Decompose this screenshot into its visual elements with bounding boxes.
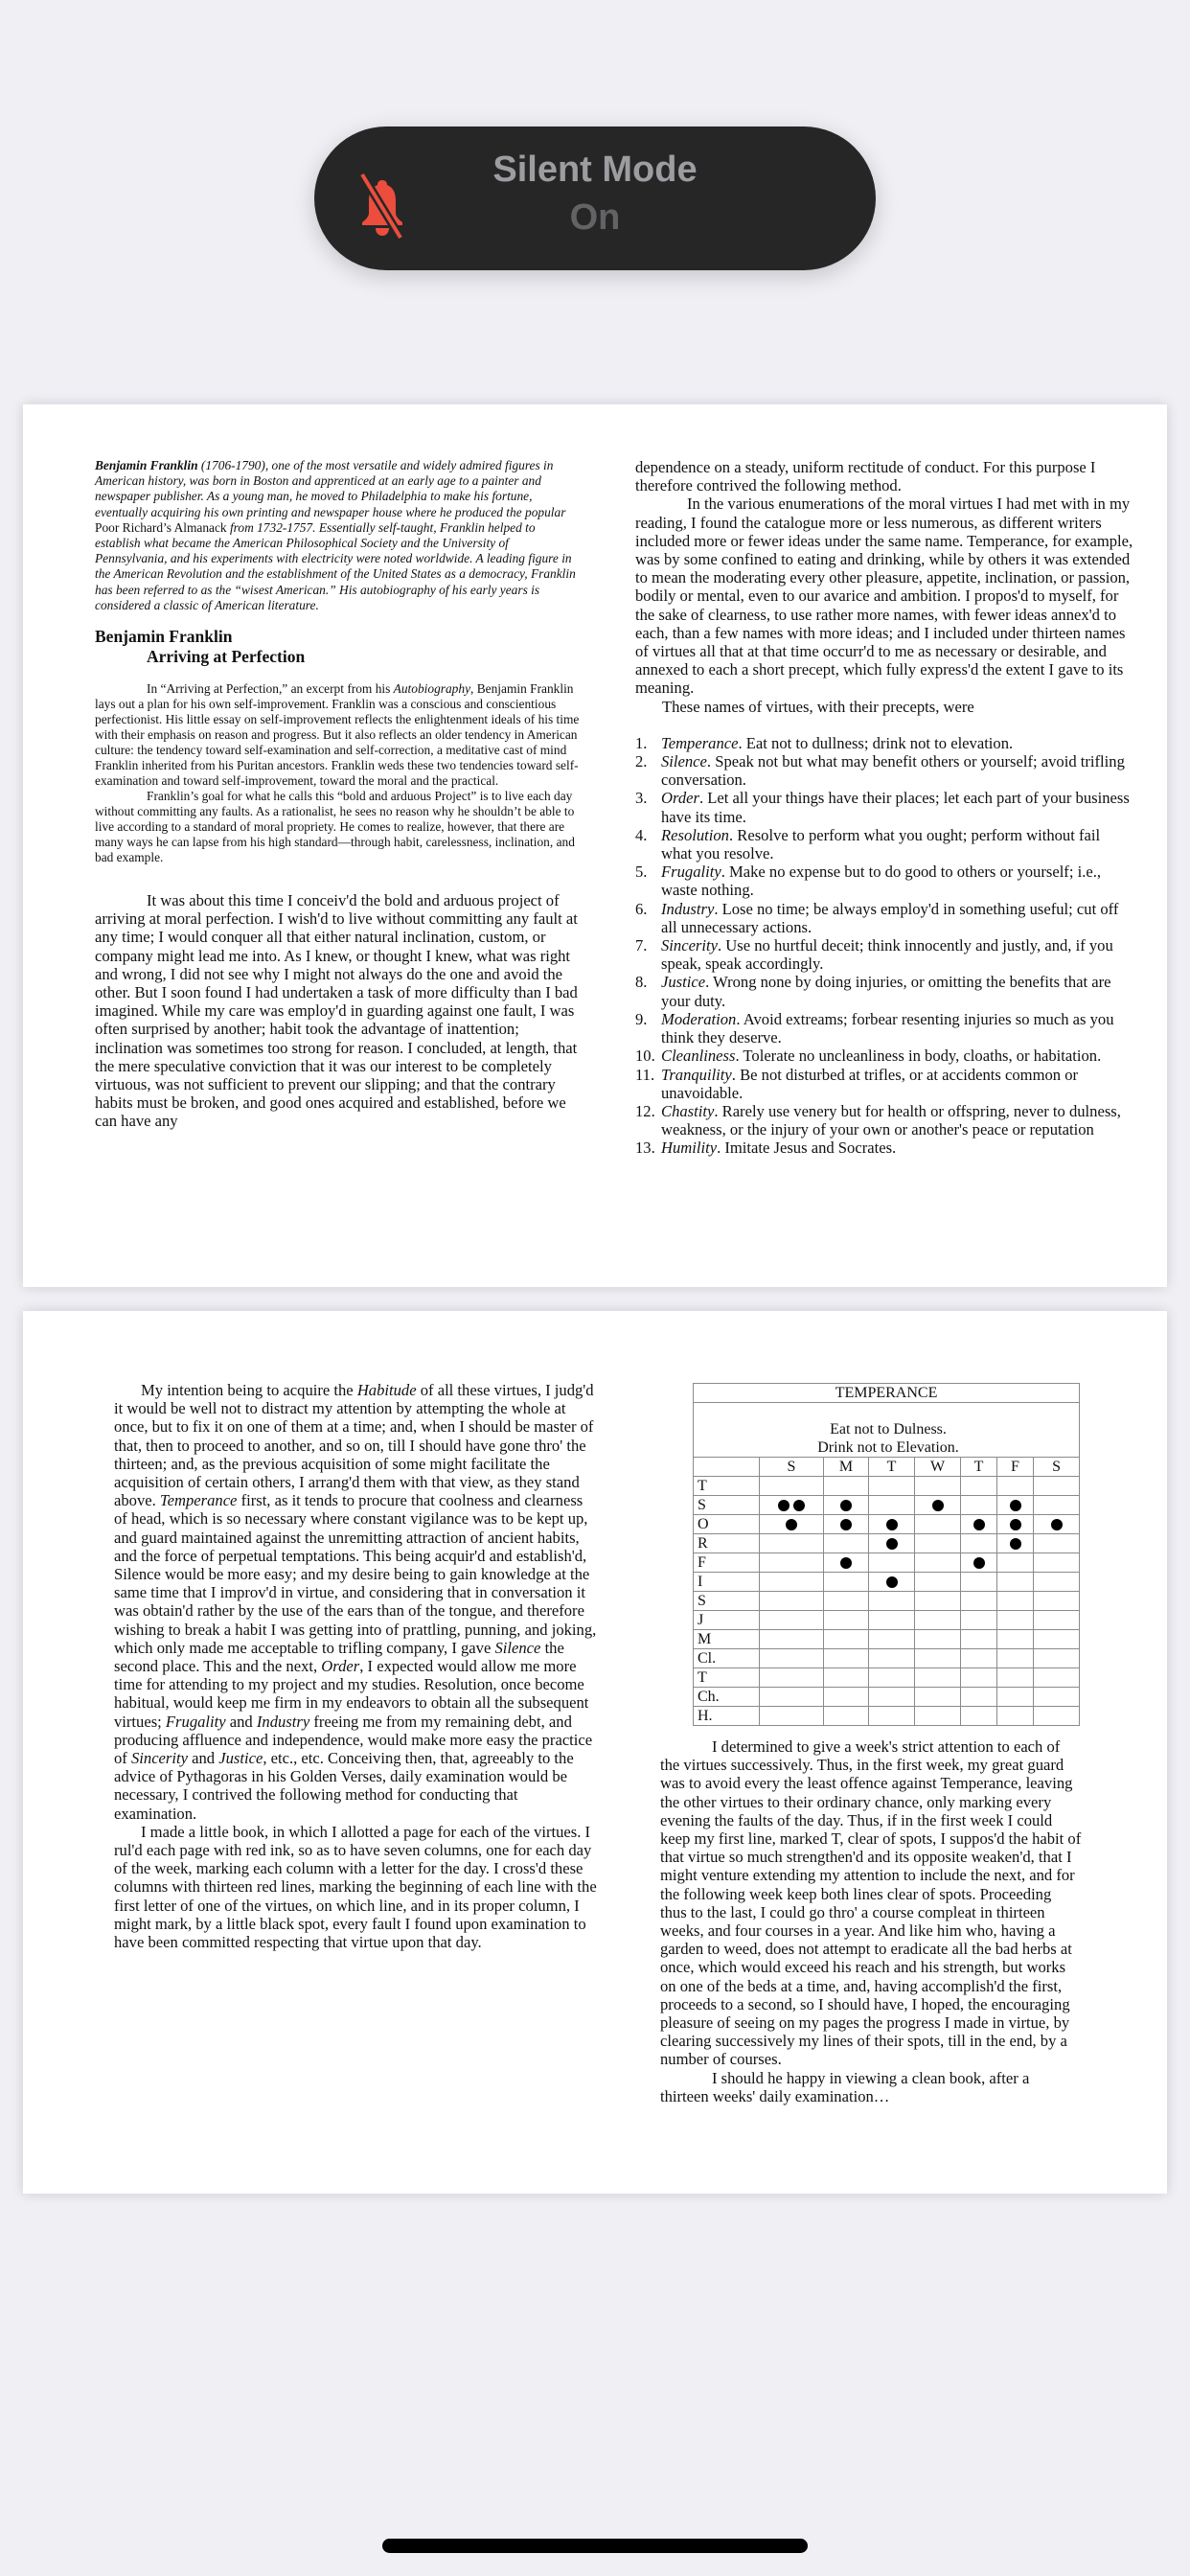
chart-motto: Eat not to Dulness. Drink not to Elevation. — [694, 1403, 1080, 1458]
body-paragraph-1: It was about this time I conceiv'd the bold and arduous project of arriving at moral perfection. I wish'd to live without committing any fault at any time; I would conquer all that either natural inclination, custom, or company might lead me into. As I knew, or thought I knew, what was right and wrong, I did not see why I might not always do the one and avoid the other. But I soon found I had undertaken a task of more difficulty than I bad imagined. While my care was employ'd in guarding against one fault, I was often surprised by another; habit took the advantage of inattention; inclination was sometimes too strong for reason. I concluded, at length, that the mere speculative conviction that it was our interest to be completely virtuous, was not sufficient to prevent our slipping; and that the contrary habits must be broken, and good ones acquired and established, before we can have any — [95, 891, 578, 1131]
day-header: W — [915, 1458, 961, 1477]
fault-spot-icon — [840, 1519, 852, 1530]
chart-cell — [760, 1496, 824, 1515]
virtue-initial: J — [694, 1611, 760, 1630]
chart-row — [694, 1592, 1080, 1611]
chart-cell — [760, 1534, 824, 1553]
fault-spot-icon — [778, 1500, 790, 1511]
chart-row — [694, 1688, 1080, 1707]
chart-cell — [915, 1515, 961, 1534]
chart-row — [694, 1496, 1080, 1515]
silent-mode-title: Silent Mode — [492, 150, 698, 190]
virtue-initial: H. — [694, 1707, 760, 1726]
page2-right-column — [660, 1383, 1082, 2105]
virtue-item: 8. Justice. Wrong none by doing injuries, or omitting the benefits that are your duty. — [635, 973, 1111, 1010]
chart-cell — [915, 1611, 961, 1630]
virtue-initial: Ch. — [694, 1688, 760, 1707]
chart-cell — [997, 1553, 1034, 1573]
chart-row — [694, 1668, 1080, 1688]
chart-cell — [824, 1515, 869, 1534]
virtue-initial: I — [694, 1573, 760, 1592]
virtue-item: 12. Chastity. Rarely use venery but for health or offspring, never to dulness, weakness, or the injury of your own or another's peace or reputation — [635, 1101, 1121, 1139]
day-header-row — [694, 1458, 1080, 1477]
chart-cell — [961, 1573, 997, 1592]
chart-cell — [1034, 1515, 1080, 1534]
chart-cell — [961, 1592, 997, 1611]
virtue-initial: S — [694, 1592, 760, 1611]
virtue-item: 3. Order. Let all your things have their places; let each part of your business have its time. — [635, 789, 1130, 826]
fault-spot-icon — [840, 1500, 852, 1511]
chart-cell — [824, 1496, 869, 1515]
chart-cell — [869, 1553, 915, 1573]
fault-spot-icon — [1010, 1519, 1021, 1530]
fault-spot-icon — [973, 1557, 985, 1569]
chart-title: TEMPERANCE — [694, 1384, 1080, 1403]
virtue-item: 5. Frugality. Make no expense but to do good to others or yourself; i.e., waste nothing. — [635, 862, 1102, 900]
chart-cell — [1034, 1611, 1080, 1630]
chart-cell — [869, 1688, 915, 1707]
chart-cell — [997, 1534, 1034, 1553]
fault-spot-icon — [932, 1500, 944, 1511]
summary-paragraph-2: Franklin’s goal for what he calls this “bold and arduous Project” is to live each day without committing any faults. As a rationalist, he sees no reason why he shouldn’t be able to live according to a standard of moral propriety. He comes to realize, however, that there are many ways he can lapse from his high standard—through habit, carelessness, inclination, and bad example. — [95, 789, 575, 865]
chart-cell — [869, 1573, 915, 1592]
chart-cell — [961, 1668, 997, 1688]
chart-cell — [997, 1668, 1034, 1688]
fault-spot-icon — [1051, 1519, 1063, 1530]
chart-cell — [869, 1668, 915, 1688]
chart-row — [694, 1611, 1080, 1630]
chart-cell — [997, 1707, 1034, 1726]
essay-title: Arriving at Perfection — [147, 647, 306, 667]
chart-cell — [760, 1515, 824, 1534]
home-indicator[interactable] — [382, 2539, 808, 2553]
chart-cell — [1034, 1477, 1080, 1496]
chart-cell — [915, 1496, 961, 1515]
chart-cell — [961, 1707, 997, 1726]
chart-row — [694, 1515, 1080, 1534]
chart-cell — [760, 1592, 824, 1611]
chart-row — [694, 1534, 1080, 1553]
chart-cell — [915, 1477, 961, 1496]
day-header: M — [824, 1458, 869, 1477]
virtue-initial: S — [694, 1496, 760, 1515]
chart-cell — [760, 1611, 824, 1630]
chart-cell — [915, 1553, 961, 1573]
body-paragraph-7: I determined to give a week's strict attention to each of the virtues successively. Thus, in the first week, my great guard was to avoid every the least offence against Temperance, leaving the other virtues to their ordinary chance, only marking every evening the faults of the day. Thus, if in the first week I could keep my first line, marked T, clear of spots, I suppos'd the habit of that virtue so much strengthen'd and its opposite weaken'd, that I might venture extending my attention to include the next, and for the following week keep both lines clear of spots. Proceeding thus to the last, I could go thro' a course compleat in thirteen weeks, and four courses in a year. And like him who, having a garden to weed, does not attempt to eradicate all the bad herbs at once, which would exceed his reach and his strength, but works on one of the beds at a time, and, having accomplish'd the first, proceeds to a second, so I should have, I hoped, the encouraging pleasure of seeing on my pages the progress I made in virtue, by clearing successively my lines of their spots, till in the end, by a number of courses. — [660, 1737, 1082, 2069]
chart-cell — [915, 1630, 961, 1649]
chart-cell — [1034, 1649, 1080, 1668]
virtue-item: 2. Silence. Speak not but what may benefit others or yourself; avoid trifling conversation. — [635, 752, 1125, 790]
virtue-item: 9. Moderation. Avoid extreams; forbear resenting injuries so much as you think they deserve. — [635, 1009, 1114, 1047]
chart-row — [694, 1630, 1080, 1649]
virtue-item: 1. Temperance. Eat not to dullness; drink not to elevation. — [635, 733, 1014, 752]
fault-spot-icon — [886, 1576, 898, 1588]
chart-cell — [961, 1477, 997, 1496]
fault-spot-icon — [886, 1538, 898, 1550]
chart-cell — [961, 1688, 997, 1707]
chart-cell — [1034, 1534, 1080, 1553]
silent-mode-banner — [314, 126, 876, 270]
author-heading: Benjamin Franklin — [95, 627, 233, 647]
chart-cell — [869, 1630, 915, 1649]
chart-cell — [760, 1477, 824, 1496]
chart-cell — [760, 1668, 824, 1688]
chart-cell — [915, 1592, 961, 1611]
chart-cell — [760, 1630, 824, 1649]
chart-row — [694, 1573, 1080, 1592]
body-paragraph-4: These names of virtues, with their precepts, were — [662, 697, 974, 716]
day-header: T — [961, 1458, 997, 1477]
chart-cell — [869, 1534, 915, 1553]
page1-left-column — [95, 458, 584, 1131]
fault-spot-icon — [886, 1519, 898, 1530]
chart-cell — [824, 1630, 869, 1649]
chart-cell — [1034, 1688, 1080, 1707]
chart-cell — [915, 1707, 961, 1726]
fault-spot-icon — [973, 1519, 985, 1530]
virtue-item: 10. Cleanliness. Tolerate no uncleanliness in body, cloaths, or habitation. — [635, 1046, 1102, 1066]
chart-cell — [997, 1688, 1034, 1707]
chart-cell — [997, 1573, 1034, 1592]
chart-cell — [760, 1688, 824, 1707]
chart-cell — [824, 1688, 869, 1707]
fault-spot-icon — [840, 1557, 852, 1569]
body-paragraph-8: I should he happy in viewing a clean book, after a thirteen weeks' daily examination… — [660, 2068, 1030, 2105]
chart-cell — [997, 1477, 1034, 1496]
body-paragraph-2: dependence on a steady, uniform rectitude of conduct. For this purpose I therefore contrived the following method. — [635, 458, 1096, 495]
chart-cell — [915, 1649, 961, 1668]
page2-left-column — [114, 1381, 599, 1951]
chart-cell — [997, 1515, 1034, 1534]
chart-cell — [961, 1630, 997, 1649]
chart-cell — [961, 1496, 997, 1515]
day-header: S — [1034, 1458, 1080, 1477]
chart-cell — [1034, 1707, 1080, 1726]
body-paragraph-6: I made a little book, in which I allotted a page for each of the virtues. I rul'd each page with red ink, so as to have seven columns, one for each day of the week, marking each column with a letter for the day. I cross'd these columns with thirteen red lines, marking the beginning of each line with the first letter of one of the virtues, on which line, and in its proper column, I might mark, by a little black spot, every fault I found upon examination to have been committed respecting that virtue upon that day. — [114, 1822, 597, 1952]
virtue-item: 6. Industry. Lose no time; be always employ'd in something useful; cut off all unnecessary actions. — [635, 899, 1119, 936]
chart-cell — [824, 1707, 869, 1726]
chart-cell — [961, 1534, 997, 1553]
virtue-chart-table — [693, 1383, 1080, 1726]
chart-cell — [961, 1611, 997, 1630]
virtue-item: 11. Tranquility. Be not disturbed at trifles, or at accidents common or unavoidable. — [635, 1065, 1079, 1102]
chart-cell — [760, 1553, 824, 1573]
chart-cell — [997, 1611, 1034, 1630]
chart-cell — [997, 1649, 1034, 1668]
chart-cell — [997, 1496, 1034, 1515]
chart-cell — [1034, 1573, 1080, 1592]
chart-cell — [961, 1553, 997, 1573]
page1-right-column — [635, 458, 1133, 1158]
chart-cell — [869, 1611, 915, 1630]
day-header: T — [869, 1458, 915, 1477]
chart-cell — [760, 1573, 824, 1592]
chart-row — [694, 1477, 1080, 1496]
chart-cell — [1034, 1496, 1080, 1515]
day-header: F — [997, 1458, 1034, 1477]
chart-cell — [915, 1573, 961, 1592]
chart-cell — [824, 1573, 869, 1592]
chart-cell — [1034, 1668, 1080, 1688]
body-paragraph-3: In the various enumerations of the moral virtues I had met with in my reading, I found the catalogue more or less numerous, as different writers included more or fewer ideas under the same name. Temperance, for example, was by some confined to eating and drinking, while by others it was extended to mean the moderating every other pleasure, appetite, inclination, or passion, bodily or mental, even to our avarice and ambition. I propos'd to myself, for the sake of clearness, to use rather more names, with fewer ideas annex'd to each, than a few names with more ideas; and I included under thirteen names of virtues all that at that time occurr'd to me as necessary or desirable, and annexed to each a short precept, which fully express'd the extent I gave to its meaning. — [635, 494, 1133, 698]
virtue-initial: M — [694, 1630, 760, 1649]
chart-cell — [1034, 1630, 1080, 1649]
chart-cell — [869, 1515, 915, 1534]
chart-cell — [869, 1496, 915, 1515]
chart-cell — [915, 1534, 961, 1553]
chart-cell — [915, 1688, 961, 1707]
chart-cell — [1034, 1553, 1080, 1573]
virtue-item: 4. Resolution. Resolve to perform what you ought; perform without fail what you resolve. — [635, 825, 1101, 863]
chart-cell — [961, 1649, 997, 1668]
fault-spot-icon — [786, 1519, 797, 1530]
fault-spot-icon — [1010, 1538, 1021, 1550]
virtues-list — [635, 734, 1133, 1158]
chart-cell — [869, 1477, 915, 1496]
virtue-initial: R — [694, 1534, 760, 1553]
virtue-initial: O — [694, 1515, 760, 1534]
chart-cell — [760, 1649, 824, 1668]
author-bio: Benjamin Franklin (1706-1790), one of the most versatile and widely admired figures in American history, was born in Boston and apprenticed at an early age to a painter and newspaper publisher. As a young man, he moved to Philadelphia to make his fortune, eventually acquiring his own printing and newspaper house where he produced the popular Poor Richard’s Almanack from 1732-1757. Essentially self-taught, Franklin helped to establish what became the American Philosophical Society and the University of Pennsylvania, and his experiments with electricity were noted worldwide. A leading figure in the American Revolution and the establishment of the United States as a democracy, Franklin has been referred to as the “wisest American.” His autobiography of his early years is considered a classic of American literature. — [95, 458, 576, 612]
chart-cell — [824, 1477, 869, 1496]
day-header: S — [760, 1458, 824, 1477]
virtue-item: 7. Sincerity. Use no hurtful deceit; think innocently and justly, and, if you speak, speak accordingly. — [635, 936, 1113, 974]
body-paragraph-5: My intention being to acquire the Habitude of all these virtues, I judg'd it would be well not to distract my attention by attempting the whole at once, but to fix it on one of them at a time; and, when I should be master of that, then to proceed to another, and so on, till I should have gone thro' the thirteen; and, as the previous acquisition of some might facilitate the acquisition of certain others, I arrang'd them with that view, as they stand above. Temperance first, as it tends to procure that coolness and clearness of head, which is so necessary where constant vigilance was to be kept up, and guard maintained against the unremitting attraction of ancient habits, and the force of perpetual temptations. This being acquir'd and establish'd, Silence would be more easy; and my desire being to gain knowledge at the same time that I improv'd in virtue, and considering that in conversation it was obtain'd rather by the use of the ears than of the tongue, and therefore wishing to break a habit I was getting into of prattling, punning, and joking, which only made me acceptable to trifling company, I gave Silence the second place. This and the next, Order, I expected would allow me more time for attending to my project and my studies. Resolution, once become habitual, would keep me firm in my endeavors to obtain all the subsequent virtues; Frugality and Industry freeing me from my remaining debt, and producing affluence and independence, would make more easy the practice of Sincerity and Justice, etc., etc. Conceiving then, that, agreeably to the advice of Pythagoras in his Golden Verses, daily examination would be necessary, I contrived the following method for conducting that examination. — [114, 1381, 597, 1823]
chart-cell — [869, 1707, 915, 1726]
virtue-item: 13. Humility. Imitate Jesus and Socrates. — [635, 1138, 897, 1158]
chart-cell — [824, 1649, 869, 1668]
chart-cell — [760, 1707, 824, 1726]
virtue-initial: F — [694, 1553, 760, 1573]
virtue-initial: Cl. — [694, 1649, 760, 1668]
fault-spot-icon — [793, 1500, 805, 1511]
chart-cell — [915, 1668, 961, 1688]
chart-cell — [1034, 1592, 1080, 1611]
chart-cell — [869, 1592, 915, 1611]
chart-cell — [997, 1592, 1034, 1611]
summary-paragraph-1: In “Arriving at Perfection,” an excerpt from his Autobiography, Benjamin Franklin lays out a plan for his own self-improvement. Franklin was a conscious and conscientious perfectionist. His little essay on self-improvement reflects the enlightenment ideals of his time with their emphasis on reason and progress. But it also reflects an older tendency in American culture: the tendency toward self-examination and self-correction, a meditative cast of mind Franklin inherited from his Puritan ancestors. Franklin weds these two tendencies toward self-examination and toward self-improvement, toward the moral and the practical. — [95, 681, 580, 789]
chart-row — [694, 1649, 1080, 1668]
silent-mode-status: On — [569, 197, 621, 238]
chart-cell — [997, 1630, 1034, 1649]
chart-cell — [824, 1553, 869, 1573]
chart-cell — [824, 1668, 869, 1688]
chart-cell — [869, 1649, 915, 1668]
chart-cell — [824, 1611, 869, 1630]
chart-row — [694, 1707, 1080, 1726]
virtue-initial: T — [694, 1668, 760, 1688]
chart-cell — [961, 1515, 997, 1534]
chart-cell — [824, 1534, 869, 1553]
chart-cell — [824, 1592, 869, 1611]
virtue-initial: T — [694, 1477, 760, 1496]
fault-spot-icon — [1010, 1500, 1021, 1511]
document-page-2[interactable] — [23, 1311, 1167, 2194]
chart-row — [694, 1553, 1080, 1573]
document-page-1[interactable] — [23, 404, 1167, 1287]
